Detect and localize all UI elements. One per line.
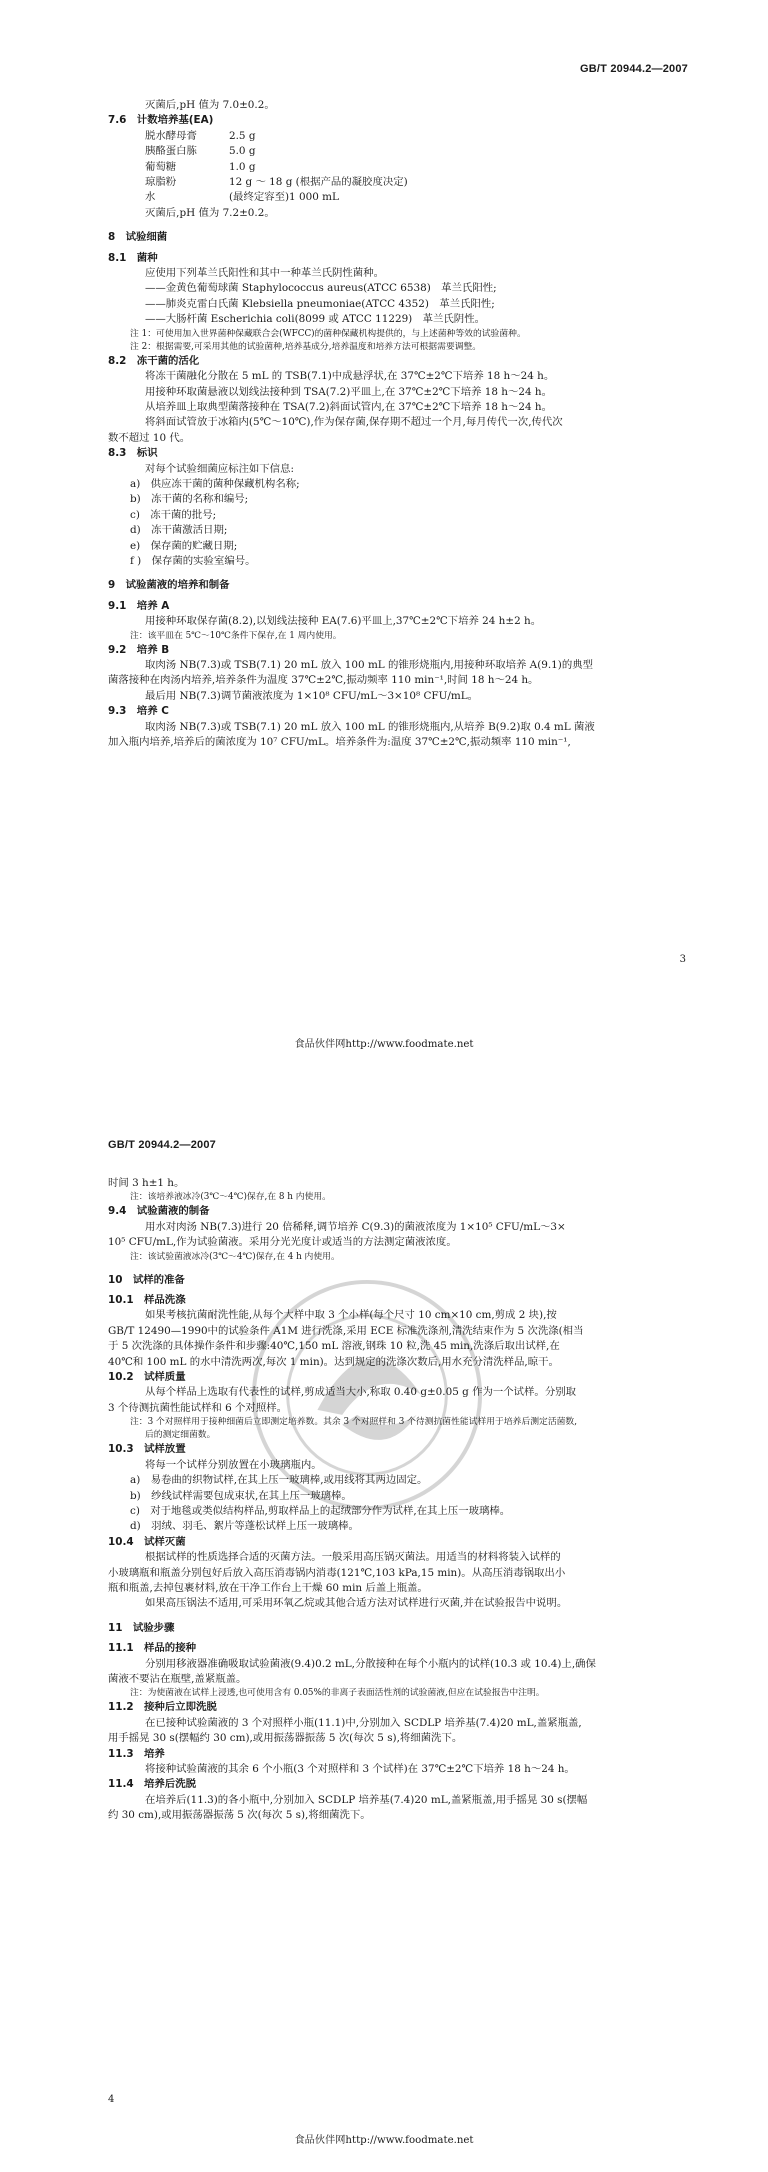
section-heading: 11 试验步骤 bbox=[108, 1621, 175, 1634]
text-line: 最后用 NB(7.3)调节菌液浓度为 1×10⁸ CFU/mL～3×10⁸ CFU/mL。 bbox=[145, 689, 479, 702]
section-heading: 11.2 接种后立即洗脱 bbox=[108, 1701, 217, 1714]
page-body bbox=[108, 98, 673, 750]
text-line: 约 30 cm),或用振荡器振荡 5 次(每次 5 s),将细菌洗下。 bbox=[108, 1809, 371, 1822]
note-line: 注：该试验菌液冰冷(3℃～4℃)保存,在 4 h 内使用。 bbox=[130, 1251, 340, 1262]
ingredient-amount: (最终定容至)1 000 mL bbox=[229, 191, 339, 204]
ingredient-name: 脱水酵母膏 bbox=[145, 129, 197, 142]
page-footer: 食品伙伴网http://www.foodmate.net bbox=[294, 1039, 474, 1050]
section-heading: 10.3 试样放置 bbox=[108, 1443, 186, 1456]
text-line: 用接种环取保存菌(8.2),以划线法接种 EA(7.6)平皿上,37℃±2℃下培养 24 h±2 h。 bbox=[145, 615, 542, 628]
section-heading: 8.1 菌种 bbox=[108, 251, 158, 264]
section-heading: 10 试样的准备 bbox=[108, 1273, 185, 1286]
ingredient-row bbox=[108, 190, 673, 205]
text-line: 将冻干菌融化分散在 5 mL 的 TSB(7.1)中成悬浮状,在 37℃±2℃下培养 18 h～24 h。 bbox=[145, 370, 555, 383]
text-line: GB/T 12490—1990中的试验条件 A1M 进行洗涤,采用 ECE 标准洗涤剂,清洗结束作为 5 次洗涤(相当 bbox=[108, 1324, 584, 1337]
section-heading: 9.1 培养 A bbox=[108, 599, 170, 612]
text-line: 对每个试验细菌应标注如下信息: bbox=[145, 462, 294, 475]
page-number: 3 bbox=[679, 954, 686, 965]
text-line: 小玻璃瓶和瓶盖分别包好后放入高压消毒锅内消毒(121℃,103 kPa,15 min)。从高压消毒锅取出小 bbox=[108, 1566, 566, 1579]
ingredient-row bbox=[108, 129, 673, 144]
text-line: 取肉汤 NB(7.3)或 TSB(7.1) 20 mL 放入 100 mL 的锥形烧瓶内,用接种环取培养 A(9.1)的典型 bbox=[145, 659, 593, 671]
text-line: c) 对于地毯或类似结构样品,剪取样品上的起绒部分作为试样,在其上压一玻璃棒。 bbox=[130, 1504, 511, 1517]
text-line: f ) 保存菌的实验室编号。 bbox=[130, 554, 256, 567]
page-footer: 食品伙伴网http://www.foodmate.net bbox=[294, 2135, 474, 2146]
section-heading: 10.1 样品洗涤 bbox=[108, 1294, 186, 1307]
ingredient-row bbox=[108, 160, 673, 175]
text-line: a) 易卷曲的织物试样,在其上压一玻璃棒,或用线将其两边固定。 bbox=[130, 1474, 428, 1487]
text-line: 瓶和瓶盖,去掉包裹材料,放在干净工作台上干燥 60 min 后盖上瓶盖。 bbox=[108, 1581, 428, 1594]
page-number: 4 bbox=[108, 2094, 115, 2105]
text-line: 菌落接种在肉汤内培养,培养条件为温度 37℃±2℃,振动频率 110 min⁻¹,时间 18 h～24 h。 bbox=[108, 674, 539, 687]
section-heading: 10.2 试样质量 bbox=[108, 1371, 186, 1384]
text-line: b) 冻干菌的名称和编号; bbox=[130, 493, 249, 506]
text-line: 用接种环取菌悬液以划线法接种到 TSA(7.2)平皿上,在 37℃±2℃下培养 18 h～24 h。 bbox=[145, 385, 552, 398]
section-heading: 8.3 标识 bbox=[108, 447, 158, 460]
text-line: 分别用移液器准确吸取试验菌液(9.4)0.2 mL,分散接种在每个小瓶内的试样(10.3 或 10.4)上,确保 bbox=[145, 1657, 596, 1670]
text-line: 于 5 次洗涤的具体操作条件和步骤:40℃,150 mL 溶液,钢珠 10 粒,洗 45 min,洗涤后取出试样,在 bbox=[108, 1340, 560, 1353]
ingredient-name: 琼脂粉 bbox=[145, 176, 177, 189]
ingredient-row bbox=[108, 144, 673, 159]
text-line: 在培养后(11.3)的各小瓶中,分别加入 SCDLP 培养基(7.4)20 mL,盖紧瓶盖,用手摇晃 30 s(摆幅 bbox=[145, 1793, 588, 1806]
section-heading: 9 试验菌液的培养和制备 bbox=[108, 579, 230, 592]
section-heading: 10.4 试样灭菌 bbox=[108, 1535, 186, 1548]
ingredient-amount: 12 g ～ 18 g (根据产品的凝胶度决定) bbox=[229, 176, 408, 189]
text-line: 将每一个试样分别放置在小玻璃瓶内。 bbox=[145, 1458, 322, 1471]
section-heading: 8 试验细菌 bbox=[108, 231, 168, 244]
ingredient-amount: 2.5 g bbox=[229, 129, 256, 142]
text-line: 如果高压锅法不适用,可采用环氧乙烷或其他合适方法对试样进行灭菌,并在试验报告中说明。 bbox=[145, 1597, 568, 1610]
section-heading: 9.4 试验菌液的制备 bbox=[108, 1205, 210, 1218]
ingredient-amount: 1.0 g bbox=[229, 160, 256, 173]
ingredient-name: 胰酪蛋白胨 bbox=[145, 145, 197, 158]
text-line: 灭菌后,pH 值为 7.2±0.2。 bbox=[145, 206, 275, 219]
ingredient-name: 葡萄糖 bbox=[145, 160, 177, 173]
text-line: 应使用下列革兰氏阳性和其中一种革兰氏阴性菌种。 bbox=[145, 267, 384, 280]
note-line: 注：该平皿在 5℃～10℃条件下保存,在 1 周内使用。 bbox=[130, 630, 342, 641]
text-line: 将斜面试管放于冰箱内(5℃～10℃),作为保存菌,保存期不超过一个月,每月传代一次,传代次 bbox=[145, 416, 563, 429]
text-line: 将接种试验菌液的其余 6 个小瓶(3 个对照样和 3 个试样)在 37℃±2℃下培养 18 h～24 h。 bbox=[145, 1763, 575, 1775]
text-line: 加入瓶内培养,培养后的菌浓度为 10⁷ CFU/mL。培养条件为:温度 37℃±2℃,振动频率 110 min⁻¹, bbox=[108, 736, 571, 749]
text-line: 3 个待测抗菌性能试样和 6 个对照样。 bbox=[108, 1401, 287, 1414]
text-line: 在已接种试验菌液的 3 个对照样小瓶(11.1)中,分别加入 SCDLP 培养基(7.4)20 mL,盖紧瓶盖, bbox=[145, 1716, 582, 1729]
section-heading: 7.6 计数培养基(EA) bbox=[108, 114, 214, 127]
text-line: 用手摇晃 30 s(摆幅约 30 cm),或用振荡器振荡 5 次(每次 5 s),将细菌洗下。 bbox=[108, 1732, 463, 1745]
section-spacer bbox=[108, 1612, 673, 1621]
standard-header: GB/T 20944.2—2007 bbox=[108, 1139, 216, 1151]
note-line: 注：为使菌液在试样上浸透,也可使用含有 0.05%的非离子表面活性剂的试验菌液,但应在试验报告中注明。 bbox=[130, 1688, 545, 1699]
note-line: 注：3 个对照样用于接种细菌后立即测定培养数。其余 3 个对照样和 3 个待测抗菌性能试样用于培养后测定活菌数, bbox=[130, 1417, 578, 1428]
document-page-4 bbox=[0, 1086, 768, 2172]
text-line: c) 冻干菌的批号; bbox=[130, 508, 217, 521]
text-line: ——肺炎克雷白氏菌 Klebsiella pneumoniae(ATCC 4352) 革兰氏阳性; bbox=[145, 297, 495, 310]
section-spacer bbox=[108, 221, 673, 230]
text-line: 数不超过 10 代。 bbox=[108, 431, 191, 444]
text-line: 10⁵ CFU/mL,作为试验菌液。采用分光光度计或适当的方法测定菌液浓度。 bbox=[108, 1236, 457, 1249]
ingredient-amount: 5.0 g bbox=[229, 145, 256, 158]
text-line: 取肉汤 NB(7.3)或 TSB(7.1) 20 mL 放入 100 mL 的锥形烧瓶内,从培养 B(9.2)取 0.4 mL 菌液 bbox=[145, 720, 595, 733]
text-line: 40℃和 100 mL 的水中清洗两次,每次 1 min)。达到规定的洗涤次数后,用水充分清洗样品,晾干。 bbox=[108, 1355, 559, 1368]
ingredient-row bbox=[108, 175, 673, 190]
text-line: 时间 3 h±1 h。 bbox=[108, 1177, 185, 1189]
text-line: 从每个样品上选取有代表性的试样,剪成适当大小,称取 0.40 g±0.05 g 作为一个试样。分别取 bbox=[145, 1386, 576, 1399]
note-line: 注 1：可使用加入世界菌种保藏联合会(WFCC)的菌种保藏机构提供的，与上述菌种等效的试验菌种。 bbox=[130, 328, 526, 339]
section-heading: 11.4 培养后洗脱 bbox=[108, 1778, 196, 1791]
text-line: 从培养皿上取典型菌落接种在 TSA(7.2)斜面试管内,在 37℃±2℃下培养 18 h～24 h。 bbox=[145, 400, 552, 413]
text-line: 如果考核抗菌耐洗性能,从每个大样中取 3 个小样(每个尺寸 10 cm×10 cm,剪成 2 块),按 bbox=[145, 1309, 557, 1322]
section-spacer bbox=[108, 569, 673, 578]
note-line: 注：该培养液冰冷(3℃～4℃)保存,在 8 h 内使用。 bbox=[130, 1192, 331, 1203]
text-line: 灭菌后,pH 值为 7.0±0.2。 bbox=[145, 99, 275, 111]
standard-header: GB/T 20944.2—2007 bbox=[580, 63, 688, 75]
text-line: 菌液不要沾在瓶壁,盖紧瓶盖。 bbox=[108, 1672, 247, 1685]
note-line: 注 2：根据需要,可采用其他的试验菌种,培养基成分,培养温度和培养方法可根据需要调整。 bbox=[130, 341, 482, 352]
ingredient-name: 水 bbox=[145, 191, 156, 204]
page-body bbox=[108, 1176, 673, 1824]
section-heading: 9.3 培养 C bbox=[108, 705, 169, 718]
section-spacer bbox=[108, 1264, 673, 1273]
text-line: d) 冻干菌激活日期; bbox=[130, 524, 228, 537]
text-line: ——金黄色葡萄球菌 Staphylococcus aureus(ATCC 6538) 革兰氏阳性; bbox=[145, 282, 497, 295]
note-line: 后的测定细菌数。 bbox=[145, 1430, 216, 1441]
text-line: 用水对肉汤 NB(7.3)进行 20 倍稀释,调节培养 C(9.3)的菌液浓度为 1×10⁵ CFU/mL～3× bbox=[145, 1220, 566, 1233]
section-heading: 11.3 培养 bbox=[108, 1747, 165, 1760]
text-line: e) 保存菌的贮藏日期; bbox=[130, 539, 238, 552]
section-heading: 9.2 培养 B bbox=[108, 643, 170, 656]
section-heading: 11.1 样品的接种 bbox=[108, 1642, 196, 1655]
text-line: b) 纱线试样需要包成束状,在其上压一玻璃棒。 bbox=[130, 1489, 352, 1502]
section-heading: 8.2 冻干菌的活化 bbox=[108, 354, 200, 367]
text-line: d) 羽绒、羽毛、絮片等蓬松试样上压一玻璃棒。 bbox=[130, 1520, 359, 1533]
text-line: 根据试样的性质选择合适的灭菌方法。一般采用高压锅灭菌法。用适当的材料将装入试样的 bbox=[145, 1551, 561, 1564]
text-line: ——大肠杆菌 Escherichia coli(8099 或 ATCC 11229) 革兰氏阴性。 bbox=[145, 313, 485, 326]
text-line: a) 供应冻干菌的菌种保藏机构名称; bbox=[130, 477, 300, 490]
